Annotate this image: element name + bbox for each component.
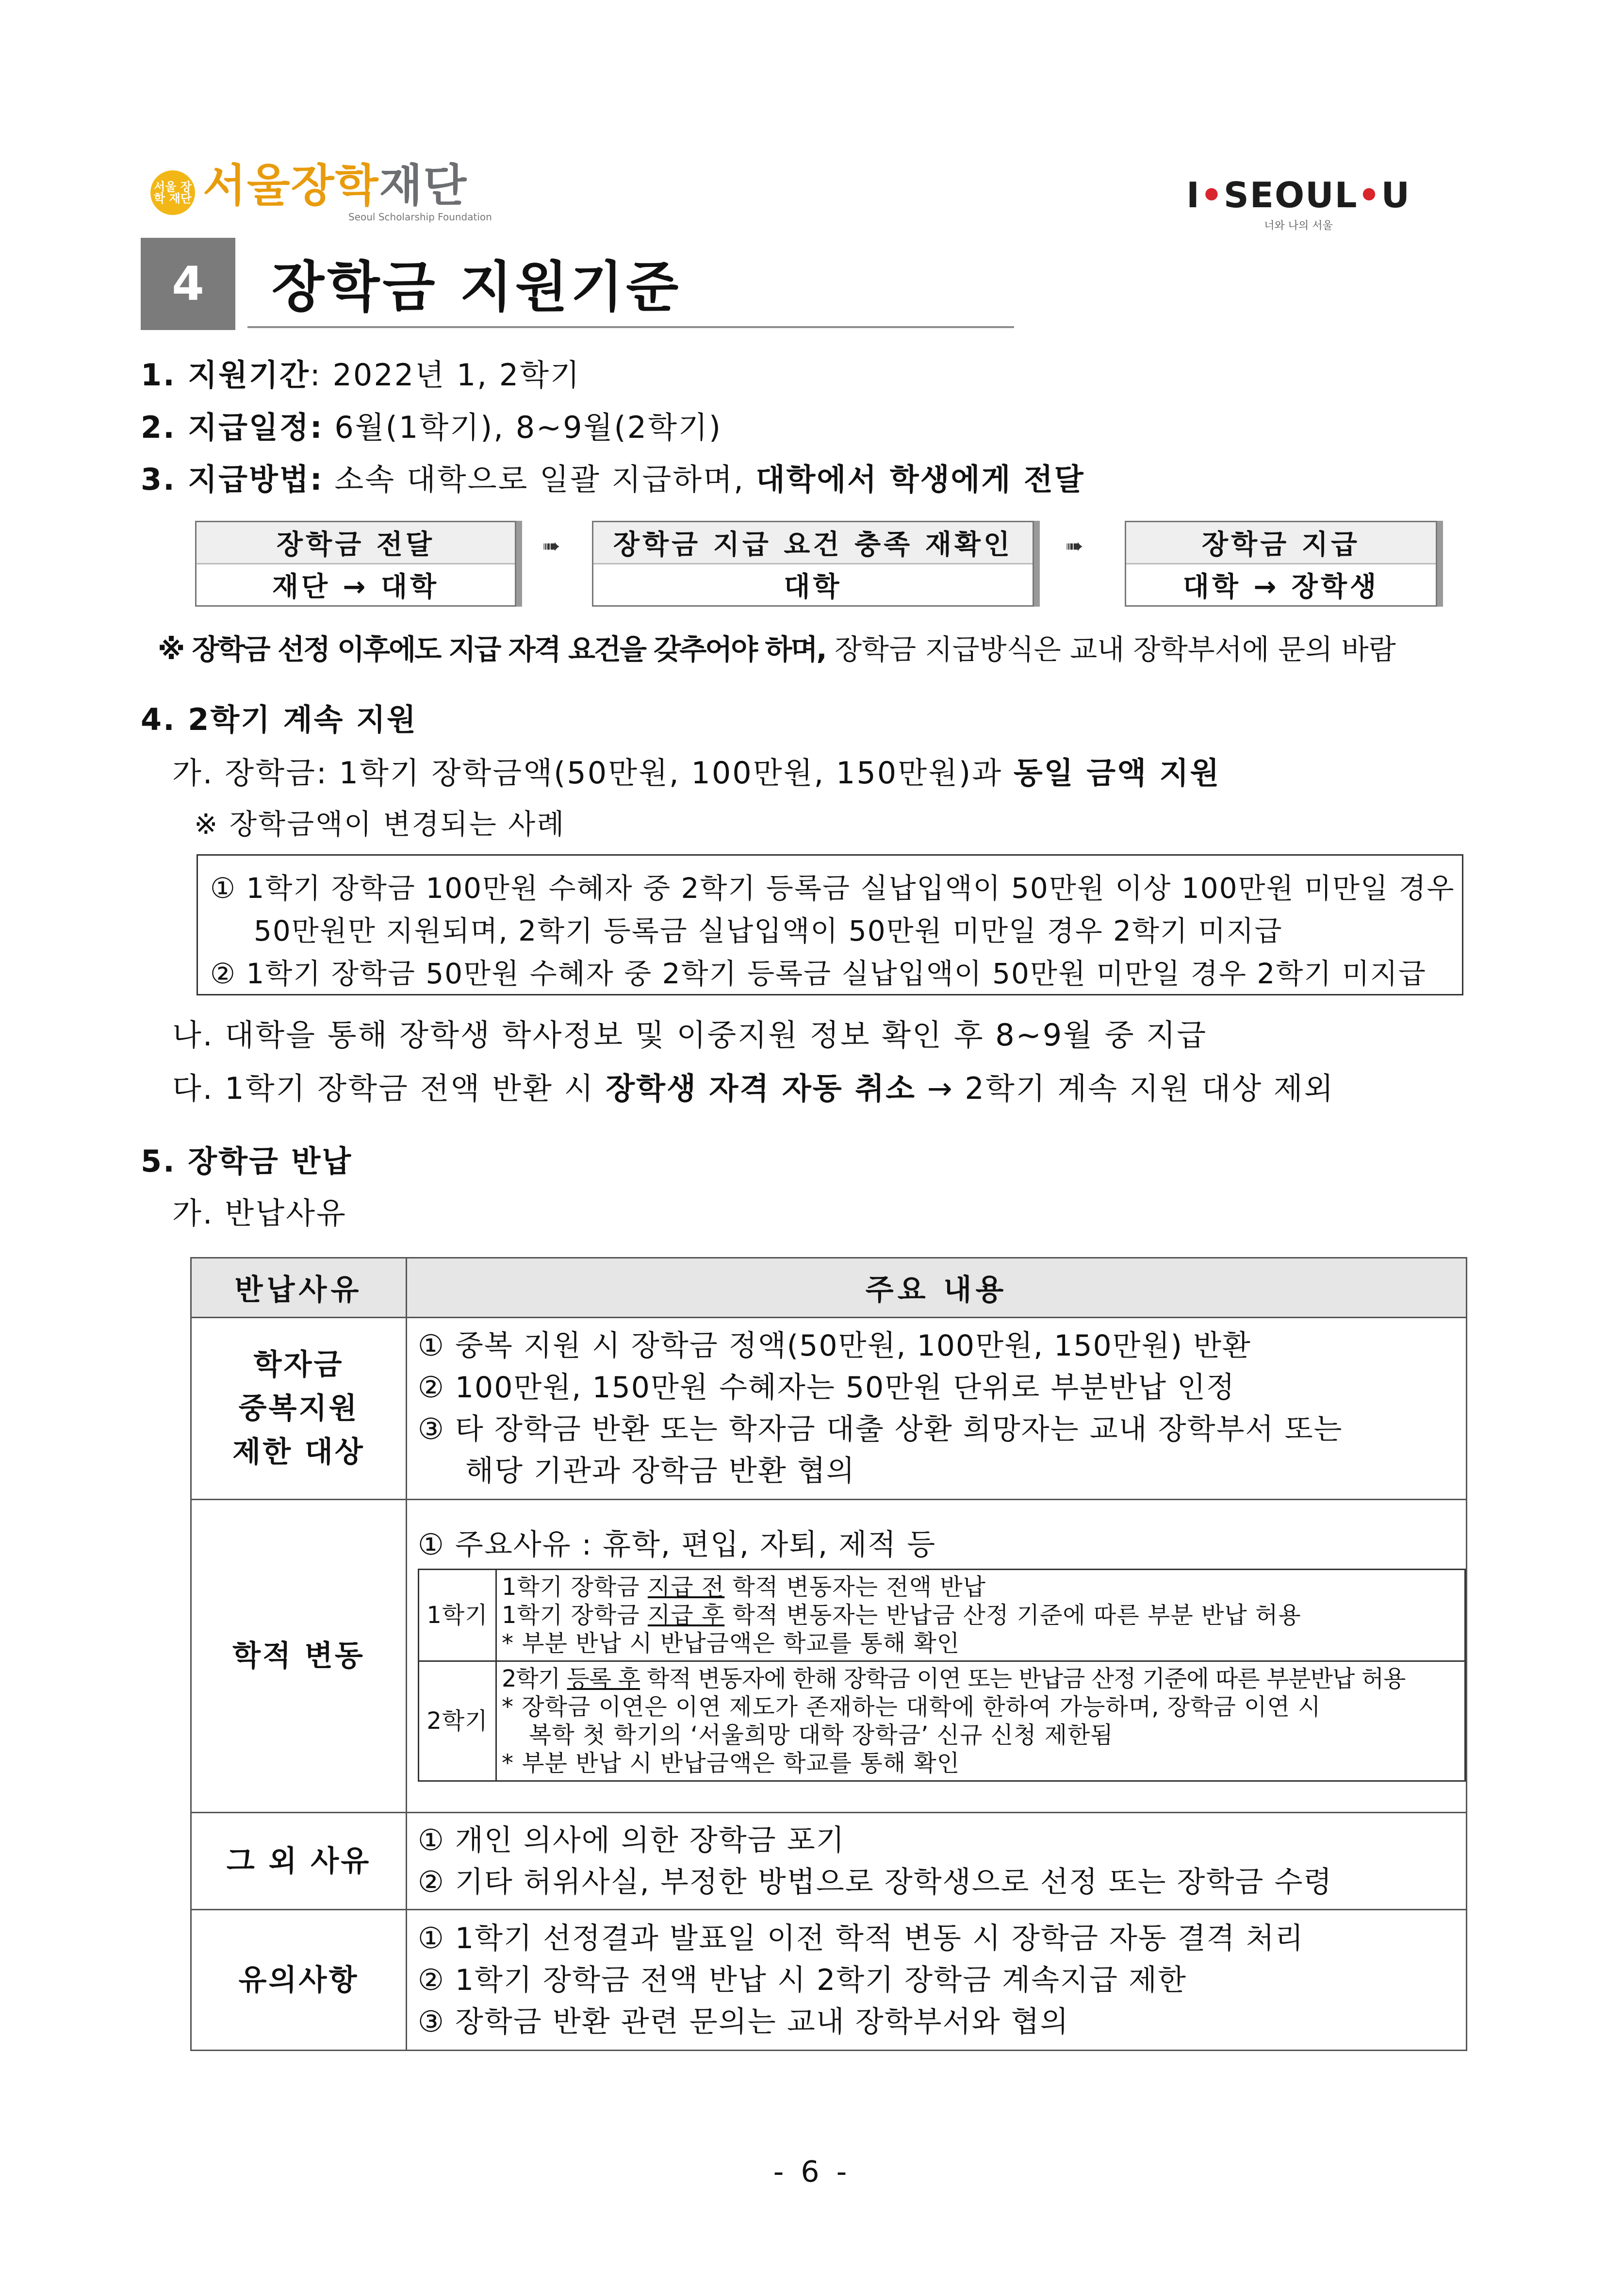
row-content: ① 중복 지원 시 장학금 정액(50만원, 100만원, 150만원) 반환 ② 100만원, 150만원 수혜자는 50만원 단위로 부분반납 인정 ③ 타 장학금 반환 또는 학자금 대출 상환 희망자는 교내 장학부서 또는 해당 기관과 장학금 반환 협의	[407, 1318, 1467, 1500]
item-period: 1. 지원기간: 2022년 1, 2학기	[141, 357, 581, 393]
section-number: 4	[141, 238, 235, 330]
continued-support-verification: 나. 대학을 통해 장학생 학사정보 및 이중지원 정보 확인 후 8~9월 중 지급	[172, 1017, 1208, 1053]
item-schedule: 2. 지급일정: 6월(1학기), 8~9월(2학기)	[141, 410, 722, 445]
item-method: 3. 지급방법: 소속 대학으로 일괄 지급하며, 대학에서 학생에게 전달	[141, 462, 1085, 497]
foundation-emblem-icon: 서울 장학 재단	[150, 170, 195, 215]
foundation-logo	[150, 160, 492, 223]
table-row	[191, 1910, 1467, 2051]
subsection-title-continued-support: 4. 2학기 계속 지원	[141, 702, 417, 737]
continued-support-exclusion: 다. 1학기 장학금 전액 반환 시 장학생 자격 자동 취소 → 2학기 계속 지원 대상 제외	[172, 1071, 1335, 1106]
table-row	[191, 1318, 1467, 1500]
row-content: ① 개인 의사에 의한 장학금 포기 ② 기타 허위사실, 부정한 방법으로 장학생으로 선정 또는 장학금 수령	[407, 1813, 1467, 1910]
header-reason: 반납사유	[191, 1258, 407, 1318]
row-key-other-reasons: 그 외 사유	[191, 1813, 407, 1910]
subsection-title-return: 5. 장학금 반납	[141, 1143, 353, 1179]
row-key-enrollment-change: 학적 변동	[191, 1500, 407, 1813]
foundation-name: 서울장학재단	[203, 160, 468, 212]
enrollment-change-subtable	[418, 1569, 1466, 1782]
table-row: 2학기 2학기 등록 후 학적 변동자에 한해 장학금 이연 또는 반납금 산정 기준에 따른 부분반납 허용 * 장학금 이연은 이연 제도가 존재하는 대학에 한하여 가능하며, 장학금 이연 시 복학 첫 학기의 ‘서울희망 대학 장학금’ 신규 신청 제한됨 * 부분 반납 시 반납금액은 학교를 통해 확인	[419, 1661, 1465, 1781]
continued-support-amount: 가. 장학금: 1학기 장학금액(50만원, 100만원, 150만원)과 동일 금액 지원	[172, 755, 1221, 791]
flow-step-3: 장학금 지급 대학 → 장학생	[1125, 521, 1437, 607]
table-row	[191, 1813, 1467, 1910]
table-header-row	[191, 1258, 1467, 1318]
table-row	[191, 1500, 1467, 1813]
amount-change-cases-box: ① 1학기 장학금 100만원 수혜자 중 2학기 등록금 실납입액이 50만원 이상 100만원 미만일 경우 50만원만 지원되며, 2학기 등록금 실납입액이 50만원 미만일 경우 2학기 미지급 ② 1학기 장학금 50만원 수혜자 중 2학기 등록금 실납입액이 50만원 미만일 경우 2학기 미지급	[197, 854, 1463, 995]
seoul-city-logo: I•SEOUL•U 너와 나의 서울	[1186, 175, 1411, 232]
row-key-duplicate-aid: 학자금 중복지원 제한 대상	[191, 1318, 407, 1500]
table-row: 1학기 1학기 장학금 지급 전 학적 변동자는 전액 반납 1학기 장학금 지급 후 학적 변동자는 반납금 산정 기준에 따른 부분 반납 허용 * 부분 반납 시 반납금액은 학교를 통해 확인	[419, 1569, 1465, 1661]
page-number: - 6 -	[773, 2155, 851, 2189]
flow-step-2: 장학금 지급 요건 충족 재확인 대학	[592, 521, 1034, 607]
row-content: ① 1학기 선정결과 발표일 이전 학적 변동 시 장학금 자동 결격 처리 ② 1학기 장학금 전액 반납 시 2학기 장학금 계속지급 제한 ③ 장학금 반환 관련 문의는 교내 장학부서와 협의	[407, 1910, 1467, 2051]
return-reasons-table	[190, 1257, 1467, 2051]
row-content: ① 주요사유 : 휴학, 편입, 자퇴, 제적 등 1학기 1학기 장학금 지급 전 학적 변동자는 전액 반납 1학기 장학금 지급 후 학적 변동자는 반납금 산정 기준에 따른 부분 반납 허용 * 부분 반납 시 반납금액은 학교를 통해 확인 2학기 2학기 등록 후 학적 변동자에 한해 장학금 이연 또는 반납금 산정 기준에 따른 부분반납 허용 * 장학금 이연은 이연 제도가 존재하는 대학에 한하여 가능하며, 장학금 이연 시 복학 첫 학기의 ‘서울희망 대학 장학금’ 신규 신청 제한됨 * 부분 반납 시 반납금액은 학교를 통해 확인	[407, 1500, 1467, 1813]
amount-change-note: ※ 장학금액이 변경되는 사례	[194, 808, 566, 841]
header-content: 주요 내용	[407, 1258, 1467, 1318]
return-reasons-label: 가. 반납사유	[172, 1195, 347, 1231]
flow-step-1: 장학금 전달 재단 → 대학	[195, 521, 516, 607]
flow-note: ※ 장학금 선정 이후에도 지급 자격 요건을 갖추어야 하며, 장학금 지급방식은 교내 장학부서에 문의 바람	[158, 633, 1396, 666]
foundation-name-en: Seoul Scholarship Foundation	[348, 211, 492, 223]
flow-arrow-icon: ➠	[542, 534, 560, 559]
section-title: 장학금 지원기준	[272, 256, 682, 319]
row-key-notes: 유의사항	[191, 1910, 407, 2051]
title-divider	[247, 326, 1014, 328]
flow-arrow-icon: ➠	[1066, 534, 1083, 559]
city-slogan: 너와 나의 서울	[1264, 220, 1333, 232]
